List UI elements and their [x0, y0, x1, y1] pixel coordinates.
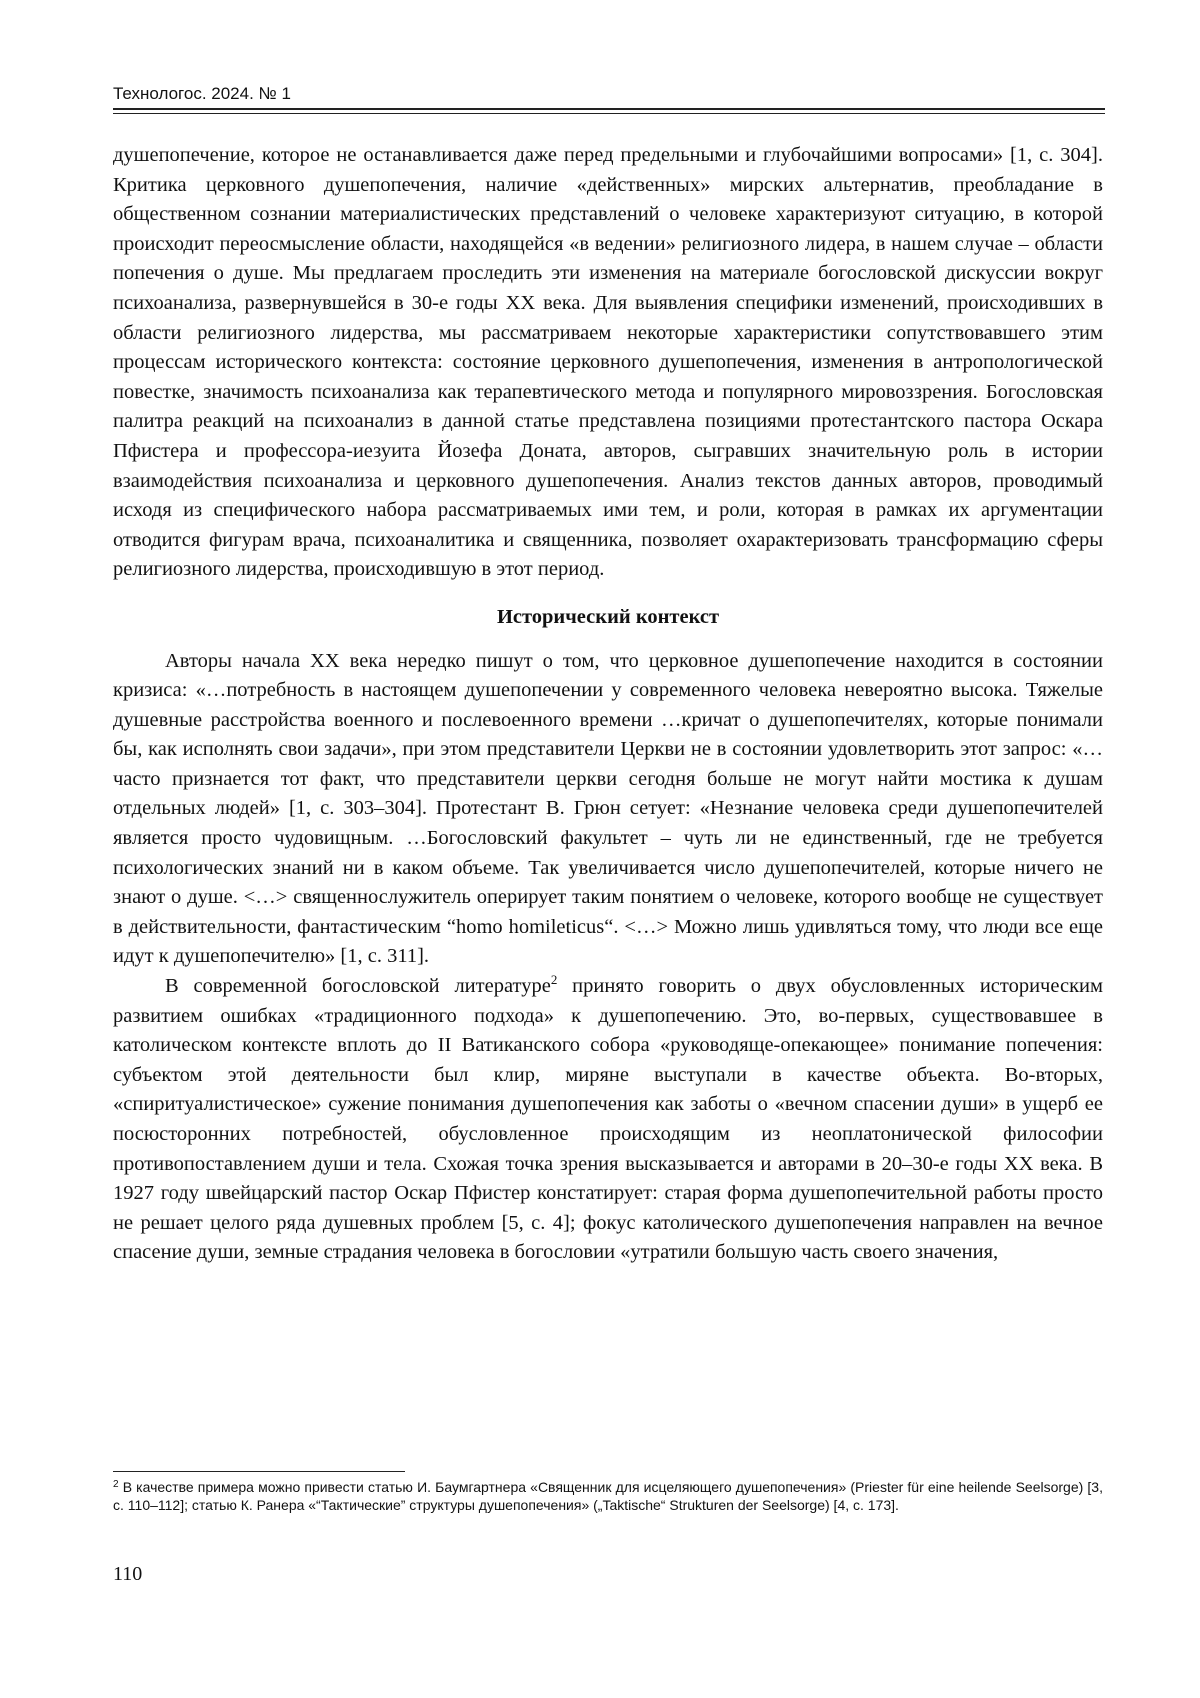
body-paragraph-2: Авторы начала XX века нередко пишут о том, что церковное душепопечение находится в состоянии кризиса: «…потребность в настоящем душепопечении у современного человека невероятно высока. Тяжелые душевные расстройства военного и послевоенного времени …кричат о душепопечителях, которые понимали бы, как исполнять свои задачи», при этом представители Церкви не в состоянии удовлетворить этот запрос: «…часто признается тот факт, что представители церкви сегодня больше не могут найти мостика к душам отдельных людей» [1, с. 303–304]. Протестант В. Грюн сетует: «Незнание человека среди душепопечителей является просто чудовищным. …Богословский факультет – чуть ли не единственный, где не требуется психологических знаний ни в каком объеме. Так увеличивается число душепопечителей, которые ничего не знают о душе. <…> священнослужитель оперирует таким понятием о человеке, которого вообще не существует в действительности, фантастическим “homo homileticus“. <…> Можно лишь удивляться тому, что люди все еще идут к душепопечителю» [1, с. 311].	[113, 649, 1103, 968]
running-head: Технологос. 2024. № 1	[113, 84, 291, 103]
page-number: 110	[113, 1563, 143, 1585]
footnote-separator-rule	[113, 1471, 405, 1472]
article-body	[113, 141, 1103, 1268]
paragraph-3-text-before-note: В современной богословской литературе	[165, 975, 551, 998]
paragraph-3-text-after-note: принято говорить о двух обусловленных историческим развитием ошибках «традиционного подхода» к душепопечению. Это, во-первых, существовавшее в католическом контексте вплоть до II Ватиканского собора «руководяще-опекающее» понимание попечения: субъектом этой деятельности был клир, миряне выступали в качестве объекта. Во-вторых, «спиритуалистическое» сужение понимания душепопечения как заботы о «вечном спасении души» в ущерб ее посюсторонних потребностей, обусловленное происходящим из неоплатонической философии противопоставлением души и тела. Схожая точка зрения высказывается и авторами в 20–30-е годы XX века. В 1927 году швейцарский пастор Оскар Пфистер констатирует: старая форма душепопечительной работы просто не решает целого ряда душевных проблем [5, с. 4]; фокус католического душепопечения направлен на вечное спасение души, земные страдания человека в богословии «утратили большую часть своего значения,	[113, 975, 1103, 1264]
header-rule-thin	[113, 113, 1105, 114]
footnote-2	[113, 1479, 1103, 1514]
footnote-text: В качестве примера можно привести статью И. Баумгартнера «Священник для исцеляющего душепопечения» (Priester für eine heilende Seelsorge) [3, с. 110–112]; статью К. Ранера «“Тактические” структуры душепопечения» („Taktische“ Strukturen der Seelsorge) [4, с. 173].	[113, 1479, 1103, 1513]
footnote-reference-mark: 2	[550, 972, 558, 988]
footnote-mark: 2	[113, 1479, 119, 1490]
section-heading: Исторический контекст	[496, 605, 720, 628]
body-paragraph-1: душепопечение, которое не останавливается даже перед предельными и глубочайшими вопросами» [1, с. 304]. Критика церковного душепопечения, наличие «действенных» мирских альтернатив, преобладание в общественном сознании материалистических представлений о человеке характеризуют ситуацию, в которой происходит переосмысление области, находящейся «в ведении» религиозного лидера, в нашем случае – области попечения о душе. Мы предлагаем проследить эти изменения на материале богословской дискуссии вокруг психоанализа, развернувшейся в 30-е годы XX века. Для выявления специфики изменений, происходивших в области религиозного лидерства, мы рассматриваем некоторые характеристики сопутствовавшего этим процессам исторического контекста: состояние церковного душепопечения, изменения в антропологической повестке, значимость психоанализа как терапевтического метода и популярного мировоззрения. Богословская палитра реакций на психоанализ в данной статье представлена позициями протестантского пастора Оскара Пфистера и профессора-иезуита Йозефа Доната, авторов, сыгравших значительную роль в истории взаимодействия психоанализа и церковного душепопечения. Анализ текстов данных авторов, проводимый исходя из специфического набора рассматриваемых ими тем, и роли, которая в рамках их аргументации отводится фигурам врача, психоаналитика и священника, позволяет охарактеризовать трансформацию сферы религиозного лидерства, происходившую в этот период.	[113, 144, 1103, 581]
body-paragraph-3	[113, 972, 1103, 1268]
header-rule-thick	[113, 108, 1105, 110]
